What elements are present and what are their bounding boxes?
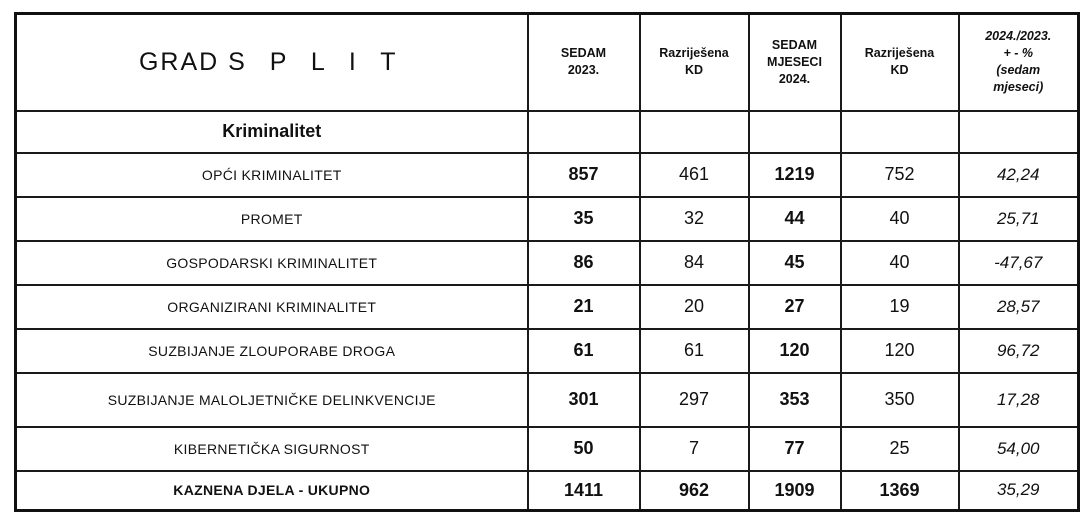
- row-label: OPĆI KRIMINALITET: [16, 153, 528, 197]
- table-row: [16, 373, 1079, 427]
- section-label: Kriminalitet: [16, 111, 528, 153]
- row-label: ORGANIZIRANI KRIMINALITET: [16, 285, 528, 329]
- cell-razrijesena-2024: 19: [841, 285, 959, 329]
- row-label: SUZBIJANJE MALOLJETNIČKE DELINKVENCIJE: [16, 373, 528, 427]
- total-razrijesena-2024: 1369: [841, 471, 959, 511]
- table-row: [16, 285, 1079, 329]
- empty-cell: [528, 111, 640, 153]
- row-label: GOSPODARSKI KRIMINALITET: [16, 241, 528, 285]
- col-header-sedam-2024: [749, 14, 841, 111]
- cell-percent-change: 28,57: [959, 285, 1079, 329]
- cell-razrijesena-2024: 40: [841, 197, 959, 241]
- col-header-line: Razriješena: [659, 46, 729, 61]
- cell-sedam-2024: 77: [749, 427, 841, 471]
- cell-razrijesena-2023: 20: [640, 285, 749, 329]
- cell-percent-change: 54,00: [959, 427, 1079, 471]
- table-row: [16, 197, 1079, 241]
- cell-sedam-2023: 857: [528, 153, 640, 197]
- col-header-line: mjeseci): [993, 80, 1044, 95]
- empty-cell: [959, 111, 1079, 153]
- city-name: S P L I T: [228, 47, 405, 76]
- total-percent-change: 35,29: [959, 471, 1079, 511]
- col-header-razrijesena-2023: [640, 14, 749, 111]
- cell-percent-change: 25,71: [959, 197, 1079, 241]
- city-title: [16, 14, 528, 111]
- col-header-sedam-2023: [528, 14, 640, 111]
- col-header-percent-change: [959, 14, 1079, 111]
- col-header-line: KD: [890, 63, 909, 78]
- total-row: [16, 471, 1079, 511]
- table-row: [16, 427, 1079, 471]
- cell-sedam-2024: 120: [749, 329, 841, 373]
- table-row: [16, 153, 1079, 197]
- header-row: [16, 14, 1079, 111]
- cell-sedam-2023: 301: [528, 373, 640, 427]
- col-header-line: SEDAM: [560, 46, 607, 61]
- col-header-line: 2024./2023.: [985, 29, 1052, 44]
- cell-sedam-2024: 45: [749, 241, 841, 285]
- cell-razrijesena-2023: 461: [640, 153, 749, 197]
- col-header-razrijesena-2024: [841, 14, 959, 111]
- empty-cell: [640, 111, 749, 153]
- cell-sedam-2023: 35: [528, 197, 640, 241]
- cell-sedam-2023: 21: [528, 285, 640, 329]
- empty-cell: [841, 111, 959, 153]
- cell-razrijesena-2023: 297: [640, 373, 749, 427]
- cell-razrijesena-2023: 61: [640, 329, 749, 373]
- cell-sedam-2023: 50: [528, 427, 640, 471]
- col-header-line: MJESECI: [767, 54, 822, 69]
- col-header-line: (sedam: [996, 63, 1041, 78]
- col-header-line: + - %: [1003, 46, 1034, 61]
- cell-razrijesena-2024: 350: [841, 373, 959, 427]
- cell-sedam-2024: 44: [749, 197, 841, 241]
- cell-sedam-2024: 1219: [749, 153, 841, 197]
- col-header-line: Razriješena: [864, 46, 935, 61]
- cell-razrijesena-2024: 120: [841, 329, 959, 373]
- cell-percent-change: 17,28: [959, 373, 1079, 427]
- cell-razrijesena-2024: 40: [841, 241, 959, 285]
- cell-percent-change: 96,72: [959, 329, 1079, 373]
- total-sedam-2023: 1411: [528, 471, 640, 511]
- cell-razrijesena-2024: 752: [841, 153, 959, 197]
- table-row: [16, 329, 1079, 373]
- cell-sedam-2023: 61: [528, 329, 640, 373]
- section-row: [16, 111, 1079, 153]
- col-header-line: 2024.: [778, 71, 811, 86]
- cell-sedam-2023: 86: [528, 241, 640, 285]
- cell-razrijesena-2023: 32: [640, 197, 749, 241]
- total-label: KAZNENA DJELA - UKUPNO: [16, 471, 528, 511]
- empty-cell: [749, 111, 841, 153]
- city-prefix: GRAD: [138, 47, 220, 76]
- cell-percent-change: 42,24: [959, 153, 1079, 197]
- row-label: PROMET: [16, 197, 528, 241]
- crime-statistics-table: [14, 12, 1080, 512]
- cell-razrijesena-2023: 84: [640, 241, 749, 285]
- total-sedam-2024: 1909: [749, 471, 841, 511]
- col-header-line: SEDAM: [771, 37, 818, 52]
- cell-sedam-2024: 353: [749, 373, 841, 427]
- cell-percent-change: -47,67: [959, 241, 1079, 285]
- row-label: SUZBIJANJE ZLOUPORABE DROGA: [16, 329, 528, 373]
- cell-sedam-2024: 27: [749, 285, 841, 329]
- total-razrijesena-2023: 962: [640, 471, 749, 511]
- table-row: [16, 241, 1079, 285]
- cell-razrijesena-2023: 7: [640, 427, 749, 471]
- row-label: KIBERNETIČKA SIGURNOST: [16, 427, 528, 471]
- cell-razrijesena-2024: 25: [841, 427, 959, 471]
- col-header-line: 2023.: [567, 63, 600, 78]
- col-header-line: KD: [684, 63, 704, 78]
